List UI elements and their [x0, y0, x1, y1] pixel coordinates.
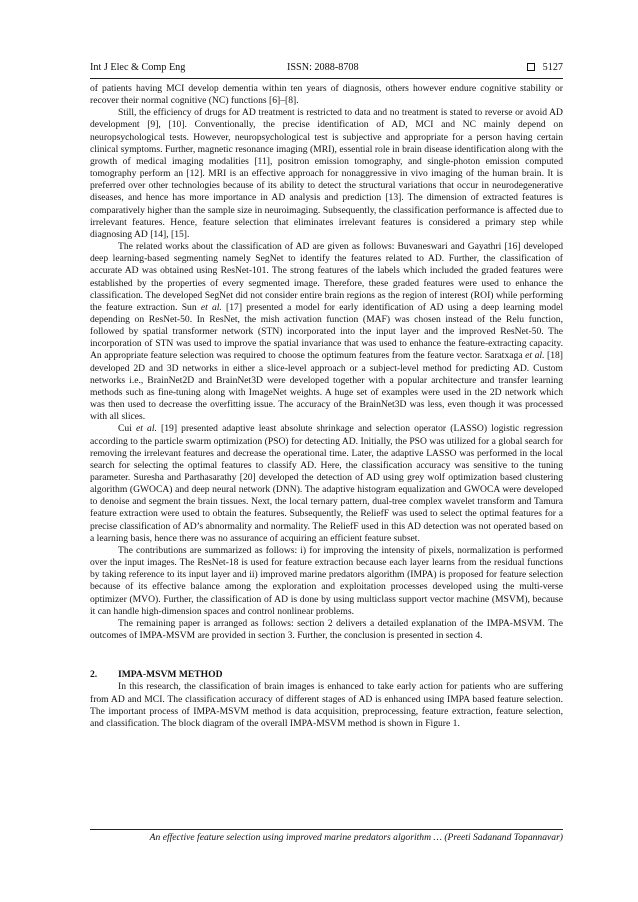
running-header	[90, 62, 563, 78]
paragraph: Cui et al. [19] presented adaptive least absolute shrinkage and selection operator (LASSO) logistic regression according to the particle swarm optimization (PSO) for detecting AD. Initially, the PSO was utilized for a global search for removing the irrelevant features and decrease the operational time. Later, the adaptive LASSO was performed in the local search for selecting the optimal features to classify AD. Here, the classification accuracy was sensitive to the tuning parameter. Suresha and Parthasarathy [20] developed the detection of AD using grey wolf optimization based clustering algorithm (GWOCA) and deep neural network (DNN). The adaptive histogram equalization and GWOCA were developed to denoise and segment the brain tissues. Next, the local ternary pattern, dual-tree complex wavelet transform and Tamura feature extraction were used to obtain the features. Subsequently, the ReliefF was used to select the optimal features for a precise classification of AD’s abnormality and normality. The ReliefF used in this AD detection was not operated based on a learning basis, hence there was no assurance of acquiring an efficient feature subset.	[90, 423, 563, 544]
paragraph: The remaining paper is arranged as follows: section 2 delivers a detailed explanation of the IMPA-MSVM. The outcomes of IMPA-MSVM are provided in section 3. Further, the conclusion is presented in section 4.	[90, 617, 563, 642]
page-number: 5127	[542, 62, 563, 73]
running-footer: An effective feature selection using improved marine predators algorithm … (Preeti Sadanand Topannavar)	[149, 832, 563, 843]
paragraph: of patients having MCI develop dementia within ten years of diagnosis, others however endure cognitive stability or recover their normal cognitive (NC) functions [6]–[8].	[90, 83, 563, 107]
body-text	[90, 83, 563, 730]
journal-name: Int J Elec & Comp Eng	[90, 62, 186, 73]
paragraph: The contributions are summarized as follows: i) for improving the intensity of pixels, normalization is performed over the input images. The ResNet-18 is used for feature extraction because each layer learns from the residual functions by taking reference to its input layer and ii) improved marine predators algorithm (IMPA) is proposed for feature selection because of its effective balance among the exploration and exploitation processes developed using the multi-verse optimizer (MVO). Further, the classification of AD is done by using multiclass support vector machine (MSVM), because it can handle high-dimension spaces and control nonlinear problems.	[90, 544, 563, 617]
paragraph: In this research, the classification of brain images is enhanced to take early action for patients who are suffering from AD and MCI. The classification accuracy of different stages of AD is enhanced using IMPA based feature selection. The important process of IMPA-MSVM method is data acquisition, preprocessing, feature extraction, feature selection, and classification. The block diagram of the overall IMPA-MSVM method is shown in Figure 1.	[90, 681, 563, 729]
header-divider	[90, 78, 563, 79]
section-title: IMPA-MSVM METHOD	[118, 669, 223, 681]
box-icon	[527, 63, 535, 71]
section-number: 2.	[90, 669, 98, 681]
footer-divider	[90, 829, 563, 830]
issn-label: ISSN: 2088-8708	[287, 62, 359, 73]
paragraph: The related works about the classification of AD are given as follows: Buvaneswari and Gayathri [16] developed deep learning-based segmenting namely SegNet to identify the features related to AD. Further, the classification of accurate AD was obtained using ResNet-101. The strong features of the labels which included the graded features were established by the properties of every segmented image. Therefore, these graded features were used to enhance the classification. The developed SegNet did not consider entire brain regions as the region of interest (ROI) while performing the feature extraction. Sun et al. [17] presented a model for early identification of AD using a deep learning model depending on ResNet-50. In ResNet, the mish activation function (MAF) was chosen instead of the Relu function, followed by spatial transformer network (STN) incorporated into the input layer and the improved ResNet-50. The incorporation of STN was used to improve the spatial invariance that was used to enhance the feature-extracting capacity. An appropriate feature selection was required to choose the optimum features from the feature vector. Saratxaga et al. [18] developed 2D and 3D networks in either a slice-level approach or a subject-level method for predicting AD. Custom networks i.e., BrainNet2D and BrainNet3D were developed together with a popular architecture and transfer learning methods such as fine-tuning along with ImageNet weights. A huge set of examples were used in the 2D network which was then used to decrease the overfitting issue. The accuracy of the BrainNet3D was less, even though it was processed with all slices.	[90, 241, 563, 423]
paragraph: Still, the efficiency of drugs for AD treatment is restricted to data and no treatment is stated to reverse or avoid AD development [9], [10]. Conventionally, the precise identification of AD, MCI and NC mainly depend on neuropsychological tests. However, neuropsychological test is subjective and appropriate for a person having certain clinical symptoms. Further, magnetic resonance imaging (MRI), essential role in brain disease identification along with the growth of medical imaging modalities [11], positron emission tomography, and single-photon emission computed tomography perform an [12]. MRI is an effective approach for nonaggressive in vivo imaging of the human brain. It is preferred over other technologies because of its ability to detect the structural variations that occur in neurodegenerative diseases, and hence has more importance in AD analysis and prediction [13]. The dimension of extracted features is comparatively higher than the sample size in neuroimaging. Subsequently, the classification performance is affected due to irrelevant features. Hence, feature selection that eliminates irrelevant features is considered a primary step while diagnosing AD [14], [15].	[90, 107, 563, 240]
section-heading	[90, 669, 563, 681]
